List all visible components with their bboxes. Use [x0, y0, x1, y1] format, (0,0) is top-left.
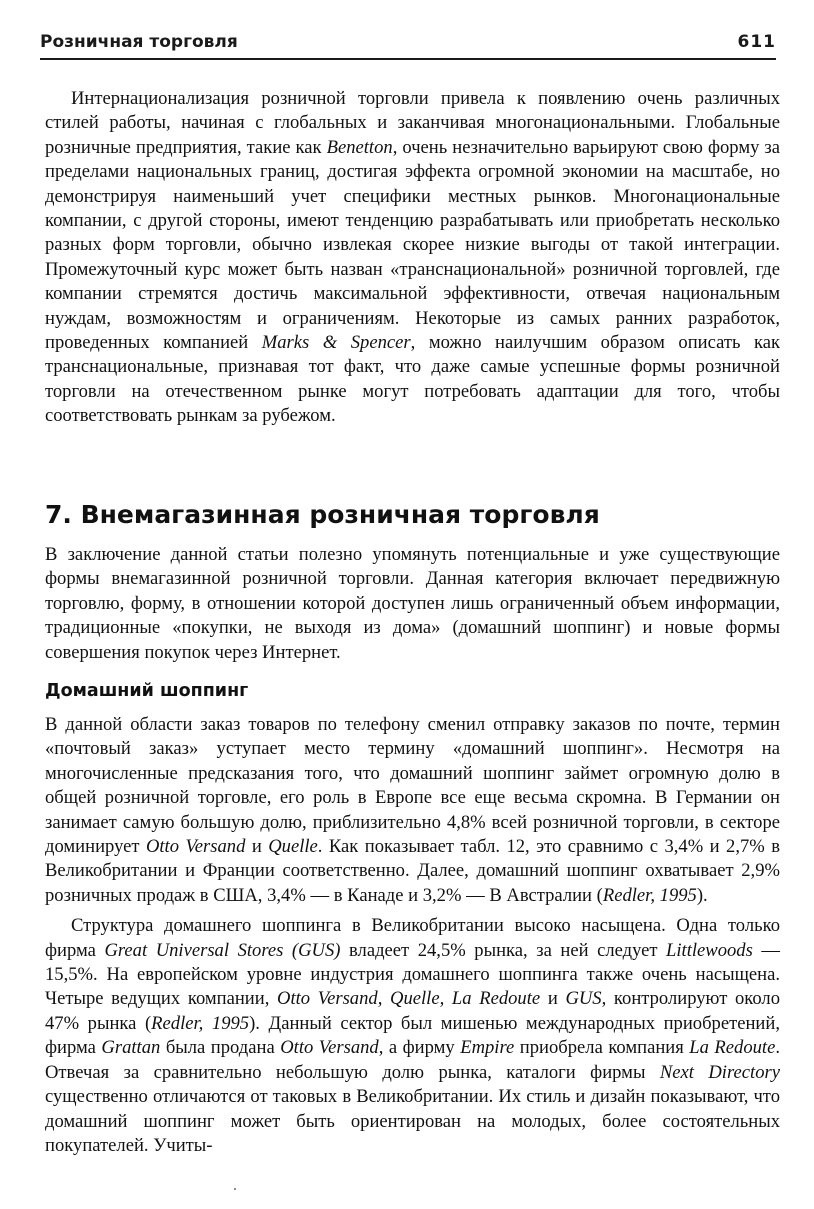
italic-name: Redler, 1995 [151, 1012, 250, 1034]
page-number: 611 [737, 32, 776, 52]
paragraph-internationalization: Интернационализация розничной торговли привела к появлению очень различных стилей работы, начиная с глобальных и заканчивая многонациональными. Глобальные розничные предприятия, такие как Benetton, очень незначительно варьируют свою форму за пределами национальных границ, достигая эффекта огромной экономии на масштабе, но демонстрируя наименьший учет специфики местных рынков. Многонациональные компании, с другой стороны, имеют тенденцию разрабатывать или приобретать несколько разных форм торговли, обычно извлекая скорее низкие выгоды от такой интеграции. Промежуточный курс может быть назван «транснациональной» розничной торговлей, где компании стремятся достичь максимальной эффективности, отвечая национальным нуждам, возможностям и ограничениям. Некоторые из самых ранних разработок, проведенных компанией Marks & Spencer, можно наилучшим образом описать как транснациональные, признавая тот факт, что даже самые успешные формы розничной торговли на отечественном рынке могут потребовать адаптации для того, чтобы соответствовать рынкам за рубежом. [45, 88, 781, 427]
section-intro-text [45, 543, 780, 665]
italic-name: Empire [460, 1037, 515, 1059]
subsection-heading: Домашний шоппинг [45, 681, 249, 701]
paragraph-home-shopping-2: Структура домашнего шоппинга в Великобритании высоко насыщена. Одна только фирма Great Universal Stores (GUS) владеет 24,5% рынка, за ней следует Littlewoods — 15,5%. На европейском уровне индустрия домашнего шоппинга также очень насыщена. Четыре ведущих компании, Otto Versand, Quelle, La Redoute и GUS, контролируют около 47% рынка (Redler, 1995). Данный сектор был мишенью международных приобретений, фирма Grattan была продана Otto Versand, а фирму Empire приобрела компания La Redoute. Отвечая за сравнительно небольшую долю рынка, каталоги фирмы Next Directory существенно отличаются от таковых в Великобритании. Их стиль и дизайн показывают, что домашний шоппинг может быть ориентирован на молодых, более состоятельных покупателей. Учиты- [45, 915, 781, 1156]
running-header [40, 28, 776, 56]
section-text-internationalization [45, 87, 780, 429]
italic-name: Benetton [326, 136, 393, 158]
italic-name: Littlewoods [666, 939, 753, 961]
italic-name: Grattan [101, 1037, 161, 1059]
italic-name: Marks & Spencer [261, 332, 411, 354]
italic-name: Redler, 1995 [602, 884, 697, 906]
italic-name: Quelle [268, 836, 318, 858]
italic-name: Next Directory [659, 1061, 780, 1083]
header-rule [40, 58, 776, 60]
paragraph-home-shopping-1: В данной области заказ товаров по телефону сменил отправку заказов по почте, термин «почтовый заказ» уступает место термину «домашний шоппинг». Несмотря на многочисленные предсказания того, что домашний шоппинг займет огромную долю в общей розничной торговле, его роль в Европе все еще весьма скромна. В Германии он занимает самую большую долю, приблизительно 4,8% всей розничной торговли, в секторе доминирует Otto Versand и Quelle. Как показывает табл. 12, это сравнимо с 3,4% и 2,7% в Великобритании и Франции соответственно. Далее, домашний шоппинг охватывает 2,9% розничных продаж в США, 3,4% — в Канаде и 3,2% — В Австралии (Redler, 1995). [45, 714, 780, 906]
italic-name: La Redoute [689, 1037, 776, 1059]
italic-name: GUS [565, 988, 602, 1010]
paragraph-intro: В заключение данной статьи полезно упомянуть потенциальные и уже существующие формы внемагазинной розничной торговли. Данная категория включает передвижную торговлю, форму, в отношении которой доступен лишь ограниченный объем информации, традиционные «покупки, не выходя из дома» (домашний шоппинг) и новые формы совершения покупок через Интернет. [45, 544, 780, 663]
running-header-title: Розничная торговля [40, 32, 238, 52]
scan-speck [234, 1188, 236, 1190]
italic-name: Otto Versand, Quelle, La Redoute [277, 988, 541, 1010]
section-heading: 7. Внемагазинная розничная торговля [45, 500, 600, 529]
subsection-text [45, 713, 780, 1158]
italic-name: Otto Versand [145, 836, 246, 858]
italic-name: Great Universal Stores (GUS) [104, 939, 341, 961]
italic-name: Otto Versand [280, 1037, 379, 1059]
